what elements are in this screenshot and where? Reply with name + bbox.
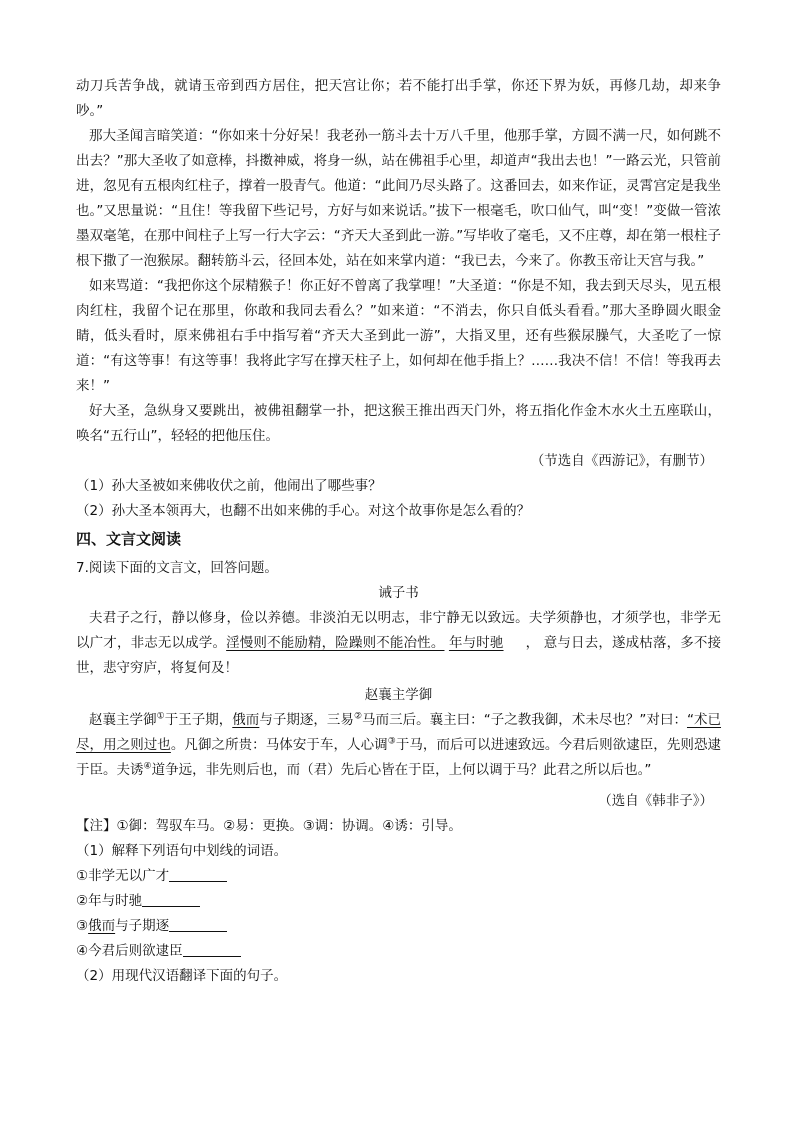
exercise-item-3-text: 与子期逐 (115, 918, 170, 934)
exercise-item-2 (76, 889, 721, 914)
story-paragraph-3: 好大圣，急纵身又要跳出，被佛祖翻掌一扑，把这猴王推出西天门外，将五指化作金木水火土五座联山，唤名“五行山”，轻轻的把他压住。 (76, 403, 721, 444)
text2-s4: 马而三后。襄主曰：“子之教我御，术未尽也？”对曰： (362, 712, 687, 728)
exercise-question-2: （2）用现代汉语翻译下面的句子。 (76, 968, 288, 984)
note-marker-3: ③ (387, 736, 396, 747)
note-marker-2: ② (353, 711, 363, 722)
note-marker-4: ④ (143, 761, 152, 772)
text2-u1: 俄而 (232, 712, 260, 728)
story-source: （节选自《西游记》，有删节） (530, 453, 713, 469)
text1-part-c: ， 意与日去，遂成枯落，多不接世，悲守穷庐，将复何及！ (76, 635, 722, 676)
text2-title: 赵襄主学御 (364, 687, 433, 703)
text2-s7: 道争远，非先则后也，而（君）先后心皆在于臣，上何以调于马？此君之所以后也。” (151, 762, 652, 778)
text1-body (76, 606, 721, 681)
exercise-item-1 (76, 864, 721, 889)
text2-s2: 于王子期， (164, 712, 233, 728)
exercise-item-2-text: ②年与时驰 (76, 893, 143, 909)
document-content (76, 74, 721, 989)
story-paragraph-1: 那大圣闻言暗笑道：“你如来十分好呆！我老孙一筋斗去十万八千里，他那手掌，方圆不满一尺，如何跳不出去？”那大圣收了如意棒，抖擞神威，将身一纵，站在佛祖手心里，却道声“我出去也！”一路云光，只管前进，忽见有五根肉红柱子，撑着一股青气。他道：“此间乃尽头路了。这番回去，如来作证，灵霄宫定是我坐也。”又思量说：“且住！等我留下些记号，方好与如来说话。”拔下一根毫毛，吹口仙气，叫“变！”变做一管浓墨双毫笔，在那中间柱子上写一行大字云：“齐天大圣到此一游。”写毕收了毫毛，又不庄尊，却在第一根柱子根下撒了一泡猴尿。翻转筋斗云，径回本处，站在如来掌内道：“我已去，今来了。你教玉帝让天宫与我。” (76, 128, 721, 269)
story-paragraph-0: 动刀兵苦争战，就请玉帝到西方居住，把天宫让你；若不能打出手掌，你还下界为妖，再修几劫，却来争吵。” (76, 78, 721, 119)
note-marker-1: ① (156, 711, 165, 722)
text2-source: （选自《韩非子》） (598, 793, 713, 809)
text1-part-a: 夫君子之行，静以修身，俭以养德。非淡泊无以明志，非宁静无以致远。夫学须静也，才须学也，非学无以广才，非志无以成学。 (76, 610, 721, 651)
story-question-2: （2）孙大圣本领再大，也翻不出如来佛的手心。对这个故事你是怎么看的？ (76, 503, 531, 519)
annotation-notes: 【注】①御：驾驭车马。②易：更换。③调：协调。④诱：引导。 (76, 818, 462, 834)
exercise-item-3-underlined: 俄而 (88, 918, 116, 934)
text2-s1: 赵襄主学御 (89, 712, 157, 728)
text2-s3: 与子期逐，三易 (259, 712, 354, 728)
section-heading: 四、文言文阅读 (76, 530, 182, 548)
answer-blank-4[interactable] (183, 942, 241, 957)
answer-blank-2[interactable] (142, 892, 200, 907)
question-prompt: 7.阅读下面的文言文，回答问题。 (76, 560, 278, 576)
text2-u2: “术已尽，用之则过也 (76, 712, 722, 753)
exercise-question-1: （1）解释下列语句中划线的词语。 (76, 843, 288, 859)
exercise-item-3-mark: ③ (76, 918, 89, 934)
text1-underlined: 淫慢则不能励精，险躁则不能冶性。 (226, 635, 445, 651)
exercise-item-4-text: ④今君后则欲逮臣 (76, 943, 183, 959)
text1-title: 诫子书 (378, 585, 419, 601)
story-paragraph-2: 如来骂道：“我把你这个尿精猴子！你正好不曾离了我掌哩！”大圣道：“你是不知，我去到天尽头，见五根肉红柱，我留个记在那里，你敢和我同去看么？”如来道：“不消去，你只自低头看看。”那大圣睁圆火眼金睛，低头看时，原来佛祖右手中指写着“齐天大圣到此一游”，大指叉里，还有些猴尿臊气，大圣吃了一惊道：“有这等事！有这等事！我将此字写在撑天柱子上，如何却在他手指上？……我决不信！不信！等我再去来！” (76, 278, 721, 394)
text2-body (76, 708, 721, 783)
text1-part-b: 年与时驰 (448, 635, 504, 651)
story-question-1: （1）孙大圣被如来佛收伏之前，他闹出了哪些事？ (76, 478, 382, 494)
answer-blank-1[interactable] (169, 867, 227, 882)
exercise-item-4 (76, 939, 721, 964)
answer-blank-3[interactable] (169, 917, 227, 932)
exercise-item-3 (76, 914, 721, 939)
text2-s5: 。凡御之所贵：马体安于车，人心调 (170, 737, 388, 753)
exercise-item-1-text: ①非学无以广才 (76, 868, 170, 884)
text2-s6: 于马，而后可以进速致远。今君后则欲逮臣，先则恐逮于臣。夫诱 (76, 737, 722, 778)
